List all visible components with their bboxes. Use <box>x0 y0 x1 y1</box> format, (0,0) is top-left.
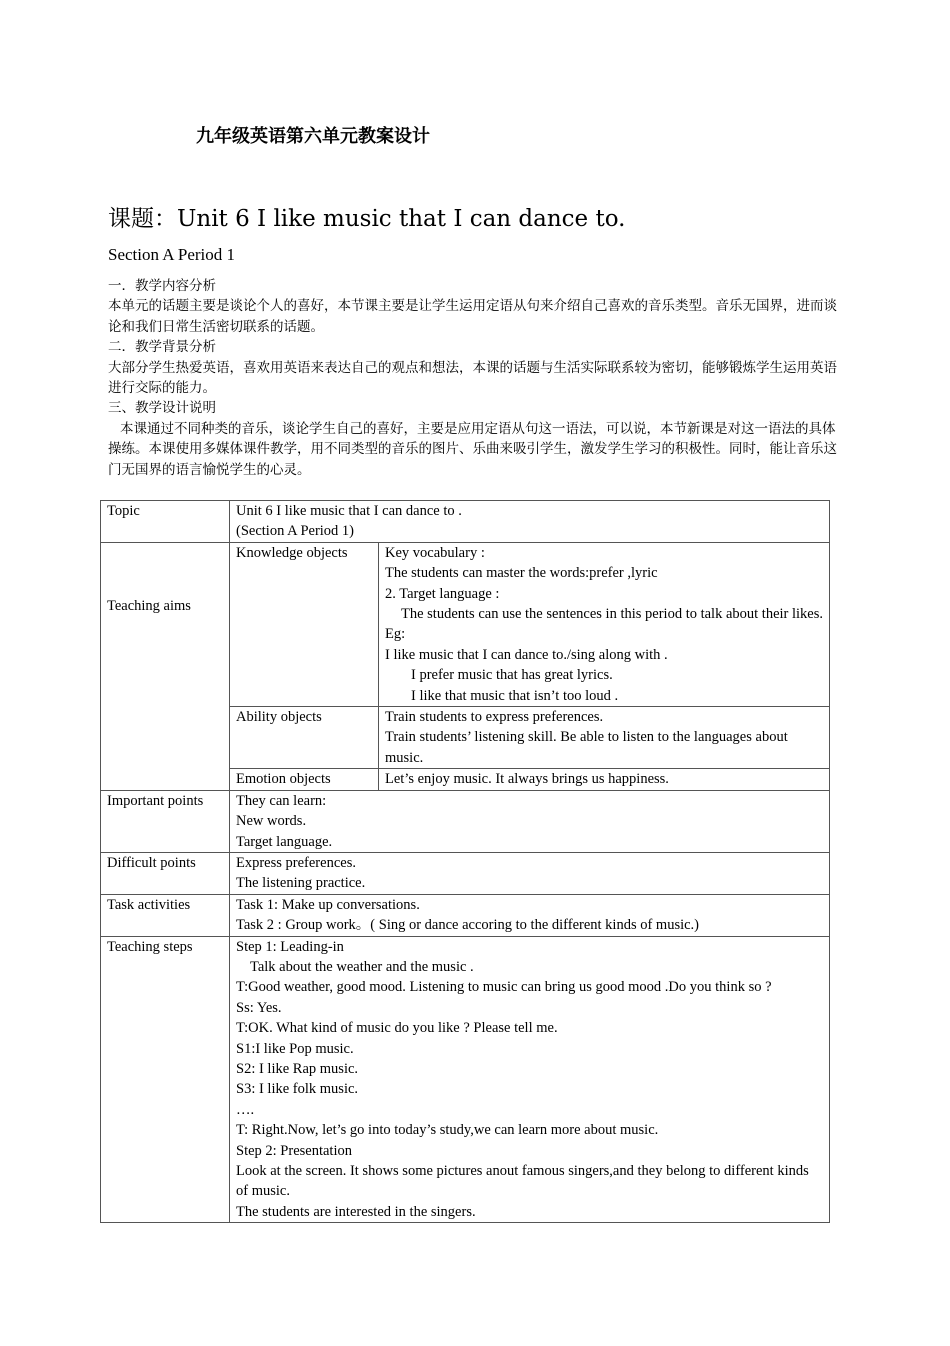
important-points-label: Important points <box>101 790 230 852</box>
step-line: T:OK. What kind of music do you like ? Please tell me. <box>236 1020 558 1037</box>
difficult-line: The listening practice. <box>236 875 366 892</box>
task-line: Task 1: Make up conversations. <box>236 896 420 913</box>
step-line: The students are interested in the singers. <box>236 1203 476 1220</box>
knowledge-line: I prefer music that has great lyrics. <box>411 667 613 684</box>
ability-line: Train students’ listening skill. Be able to listen to the languages about music. <box>385 729 788 766</box>
content-analysis-text: 本单元的话题主要是谈论个人的喜好，本节课主要是让学生运用定语从句来介绍自己喜欢的音乐类型。音乐无国界，进而谈论和我们日常生活密切联系的话题。 <box>108 298 837 335</box>
teaching-aims-text: Teaching aims <box>107 598 191 615</box>
knowledge-line: 2. Target language : <box>385 585 500 602</box>
knowledge-line: I like that music that isn’t too loud . <box>411 687 619 704</box>
ability-line: Train students to express preferences. <box>385 709 604 726</box>
difficult-line: Express preferences. <box>236 854 356 871</box>
background-analysis-text: 大部分学生热爱英语，喜欢用英语来表达自己的观点和想法，本课的话题与生活实际联系较为密切，能够锻炼学生运用英语进行交际的能力。 <box>108 359 837 397</box>
table-row-knowledge <box>101 542 830 706</box>
knowledge-line: Key vocabulary : <box>385 544 485 561</box>
knowledge-line: The students can use the sentences in this period to talk about their likes. Eg: <box>385 606 824 643</box>
step-line: T: Right.Now, let’s go into today’s study,we can learn more about music. <box>236 1122 659 1139</box>
table-row-topic <box>101 501 830 543</box>
lesson-plan-table <box>100 500 830 1223</box>
step-line: Ss: Yes. <box>236 999 282 1016</box>
step-line: Look at the screen. It shows some pictures anout famous singers,and they belong to different kinds of music. <box>236 1163 809 1200</box>
section-period: Section A Period 1 <box>108 245 236 264</box>
step-line: T:Good weather, good mood. Listening to music can bring us good mood .Do you think so ? <box>236 979 772 996</box>
ability-objects-label: Ability objects <box>230 707 379 769</box>
heading-design-notes: 三、教学设计说明 <box>108 400 216 417</box>
important-line: They can learn: <box>236 792 327 809</box>
difficult-points-value <box>230 852 830 894</box>
knowledge-objects-value <box>379 542 830 706</box>
document-title: 九年级英语第六单元教案设计 <box>196 126 430 147</box>
knowledge-line: The students can master the words:prefer ,lyric <box>385 565 658 582</box>
topic-value <box>230 501 830 543</box>
emotion-objects-value <box>379 769 830 790</box>
difficult-points-label: Difficult points <box>101 852 230 894</box>
table-row-steps <box>101 936 830 1223</box>
step-line: S1:I like Pop music. <box>236 1040 354 1057</box>
important-line: New words. <box>236 813 307 830</box>
teaching-steps-value <box>230 936 830 1223</box>
important-line: Target language. <box>236 833 333 850</box>
teaching-steps-label: Teaching steps <box>101 936 230 1223</box>
task-activities-label: Task activities <box>101 894 230 936</box>
step-line: Step 1: Leading-in <box>236 938 344 955</box>
topic-line: Unit 6 I like music that I can dance to . <box>236 503 462 519</box>
teaching-aims-label <box>101 542 230 790</box>
heading-content-analysis: 一．教学内容分析 <box>108 278 216 294</box>
emotion-line: Let’s enjoy music. It always brings us happiness. <box>385 771 669 788</box>
step-line: …. <box>236 1101 255 1118</box>
table-row-tasks <box>101 894 830 936</box>
table-row-important <box>101 790 830 852</box>
topic-line: (Section A Period 1) <box>236 523 355 540</box>
step-line: Step 2: Presentation <box>236 1142 352 1159</box>
ability-objects-value <box>379 707 830 769</box>
lesson-title: 课题：Unit 6 I like music that I can dance to. <box>108 206 626 232</box>
important-points-value <box>230 790 830 852</box>
knowledge-line: I like music that I can dance to./sing along with . <box>385 646 668 663</box>
heading-background-analysis: 二．教学背景分析 <box>108 339 216 356</box>
topic-label: Topic <box>101 501 230 543</box>
step-line: S3: I like folk music. <box>236 1081 359 1098</box>
task-activities-value <box>230 894 830 936</box>
step-line: S2: I like Rap music. <box>236 1060 359 1077</box>
step-line: Talk about the weather and the music . <box>250 958 474 975</box>
table-row-difficult <box>101 852 830 894</box>
analysis-block <box>108 276 844 480</box>
knowledge-objects-label: Knowledge objects <box>230 542 379 706</box>
design-notes-text: 本课通过不同种类的音乐，谈论学生自己的喜好，主要是应用定语从句这一语法，可以说，本节新课是对这一语法的具体操练。本课使用多媒体课件教学，用不同类型的音乐的图片、乐曲来吸引学生，激发学生学习的积极性。同时，能让音乐这门无国界的语言愉悦学生的心灵。 <box>108 420 837 478</box>
task-line: Task 2 : Group work。( Sing or dance accoring to the different kinds of music.) <box>236 917 700 934</box>
emotion-objects-label: Emotion objects <box>230 769 379 790</box>
